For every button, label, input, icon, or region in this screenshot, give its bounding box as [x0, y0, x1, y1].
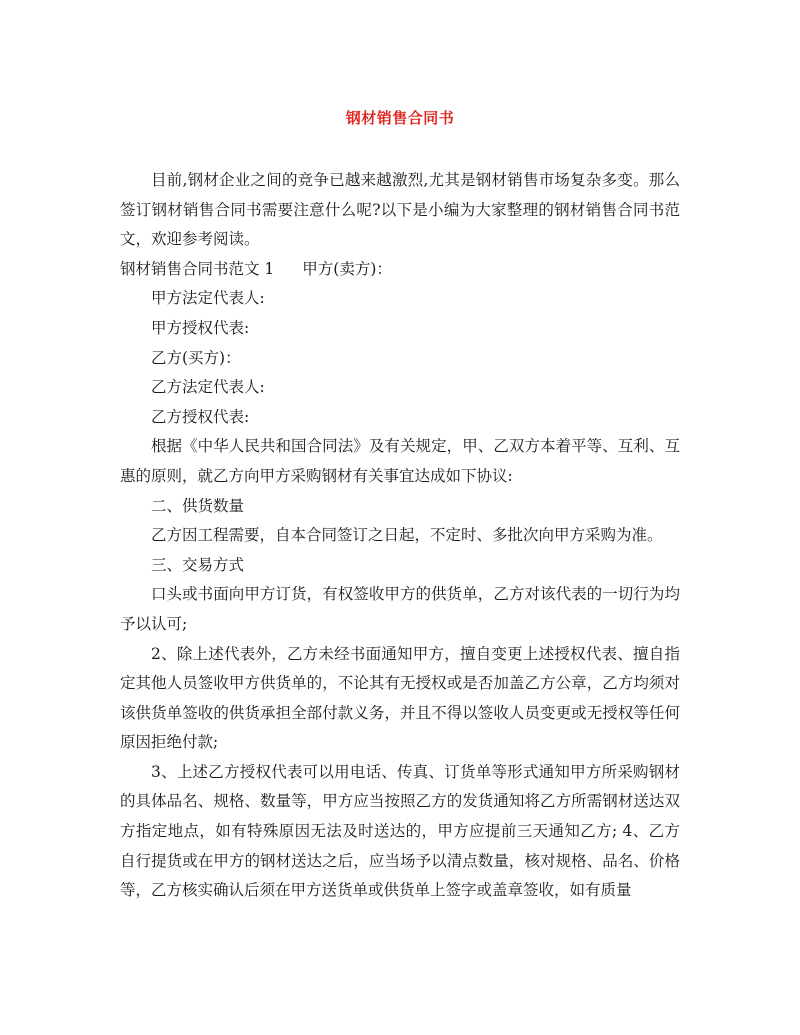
party-a-seller: 甲方(卖方)： [302, 259, 392, 278]
section-3-text: 口头或书面向甲方订货，有权签收甲方的供货单，乙方对该代表的一切行为均予以认可; [120, 585, 680, 633]
intro-paragraph: 目前,钢材企业之间的竞争已越来越激烈,尤其是钢材销售市场复杂多变。那么签订钢材销售合同书需要注意什么呢?以下是小编为大家整理的钢材销售合同书范文，欢迎参考阅读。 [120, 171, 680, 249]
clause-3-4: 3、上述乙方授权代表可以用电话、传真、订货单等形式通知甲方所采购钢材的具体品名、规格、数量等，甲方应当按照乙方的发货通知将乙方所需钢材送达双方指定地点，如有特殊原因无法及时送达的，甲方应提前三天通知乙方; 4、乙方自行提货或在甲方的钢材送达之后，应当场予以清点数量，核对规格、品名、价格等，乙方核实确认后须在甲方送货单或供货单上签字或盖章签收，如有质量 [120, 762, 680, 900]
section-2-title: 二、供货数量 [151, 496, 245, 515]
party-a-legal-rep: 甲方法定代表人: [151, 289, 265, 308]
sample-heading-line [120, 255, 680, 285]
document-body [120, 166, 680, 906]
section-2-text: 乙方因工程需要，自本合同签订之日起，不定时、多批次向甲方采购为准。 [151, 526, 663, 545]
sample-heading: 钢材销售合同书范文 1 [120, 259, 275, 278]
party-b-legal-rep: 乙方法定代表人: [151, 378, 265, 397]
party-b-auth-rep: 乙方授权代表: [151, 407, 250, 426]
document-title: 钢材销售合同书 [345, 109, 455, 127]
clause-2: 2、除上述代表外，乙方未经书面通知甲方，擅自变更上述授权代表、擅自指定其他人员签收甲方供货单的，不论其有无授权或是否加盖乙方公章，乙方均须对该供货单签收的供货承担全部付款义务，并且不得以签收人员变更或无授权等任何原因拒绝付款; [120, 644, 680, 752]
basis-paragraph: 根据《中华人民共和国合同法》及有关规定，甲、乙双方本着平等、互利、互惠的原则，就乙方向甲方采购钢材有关事宜达成如下协议: [120, 437, 680, 485]
party-b-buyer: 乙方(买方)： [151, 348, 241, 367]
party-a-auth-rep: 甲方授权代表: [151, 318, 250, 337]
section-3-title: 三、交易方式 [151, 555, 245, 574]
